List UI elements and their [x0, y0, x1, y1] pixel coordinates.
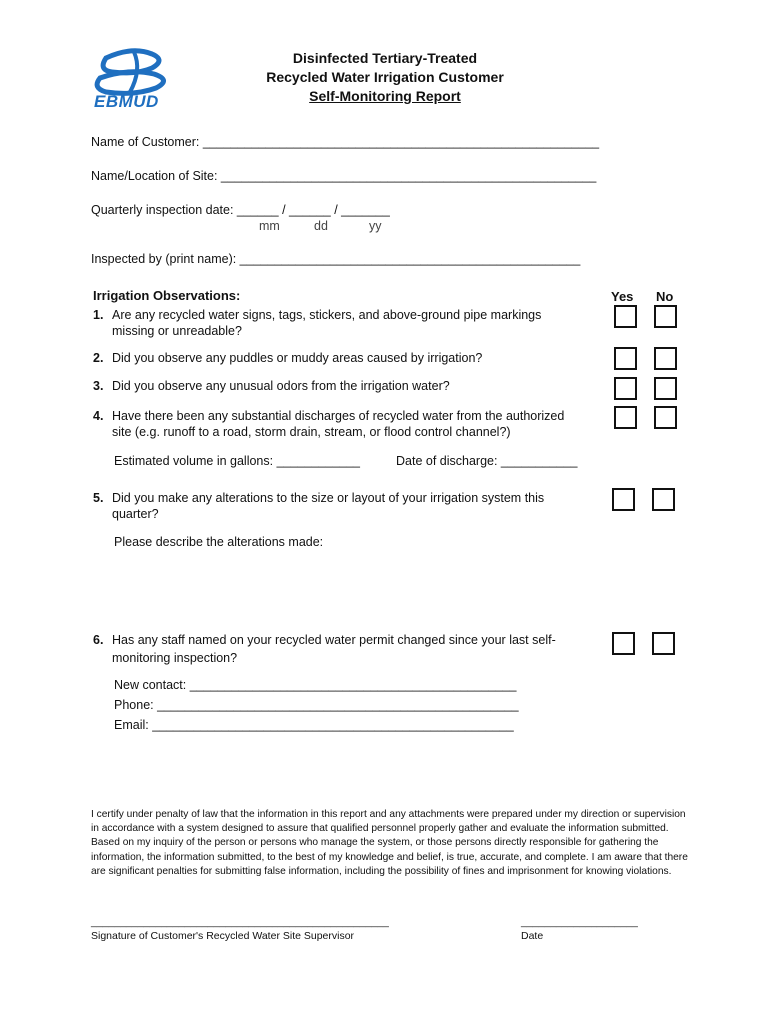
question-4-no-checkbox[interactable]: [654, 406, 677, 429]
question-1-yes-checkbox[interactable]: [614, 305, 637, 328]
discharge-volume-field[interactable]: Estimated volume in gallons: ____________: [114, 454, 361, 468]
question-4-yes-checkbox[interactable]: [614, 406, 637, 429]
ebmud-logo: [92, 48, 172, 112]
question-3-text-line1: Did you observe any unusual odors from the irrigation water?: [112, 379, 450, 393]
date-mm-label: mm: [259, 219, 280, 233]
new-contact-field[interactable]: New contact: _______________________________________________: [114, 678, 517, 692]
question-6-text-line2: monitoring inspection?: [112, 651, 238, 665]
question-5-yes-checkbox[interactable]: [612, 488, 635, 511]
signature-label: Signature of Customer's Recycled Water Site Supervisor: [91, 930, 355, 942]
question-1-text-line1: Are any recycled water signs, tags, stickers, and above-ground pipe markings: [112, 308, 542, 322]
question-6-number: 6.: [93, 633, 104, 647]
date-signature-line[interactable]: ____________________: [521, 916, 638, 928]
question-4-text-line1: Have there been any substantial discharges of recycled water from the authorized: [112, 409, 565, 423]
logo-wordmark: EBMUD: [94, 92, 159, 111]
discharge-date-field[interactable]: Date of discharge: ___________: [396, 454, 578, 468]
phone-field[interactable]: Phone: ____________________________________________________: [114, 698, 519, 712]
question-3-number: 3.: [93, 379, 104, 393]
certification-statement: I certify under penalty of law that the information in this report and any attachments were prepared under my direction or supervision in accordance with a system designed to assure that qualified personnel properly gather and evaluate the information submitted. Based on my inquiry of the person or persons who manage the system, or those persons directly responsible for gathering the information, the information submitted, to the best of my knowledge and belief, is true, accurate, and complete. I am aware that there are significant penalties for submitting false information, including the possibility of fines and imprisonment for knowing violations.: [91, 809, 688, 877]
question-3-no-checkbox[interactable]: [654, 377, 677, 400]
question-2-number: 2.: [93, 351, 104, 365]
question-5-text-line1: Did you make any alterations to the size or layout of your irrigation system this: [112, 491, 545, 505]
question-6-text-line1: Has any staff named on your recycled water permit changed since your last self-: [112, 633, 556, 647]
date-dd-label: dd: [314, 219, 328, 233]
question-3-yes-checkbox[interactable]: [614, 377, 637, 400]
alterations-description-label: Please describe the alterations made:: [114, 535, 324, 549]
question-2-yes-checkbox[interactable]: [614, 347, 637, 370]
report-title-line3: Self-Monitoring Report: [309, 88, 461, 104]
question-6-no-checkbox[interactable]: [652, 632, 675, 655]
question-5-text-line2: quarter?: [112, 507, 159, 521]
customer-name-field[interactable]: Name of Customer: _________________________________________________________: [91, 135, 600, 149]
yes-column-label: Yes: [611, 289, 634, 304]
question-1-number: 1.: [93, 308, 104, 322]
question-5-number: 5.: [93, 491, 104, 505]
no-column-label: No: [656, 289, 674, 304]
date-signature-label: Date: [521, 930, 544, 942]
question-1-text-line2: missing or unreadable?: [112, 324, 242, 338]
question-6-yes-checkbox[interactable]: [612, 632, 635, 655]
question-5-no-checkbox[interactable]: [652, 488, 675, 511]
question-2-text-line1: Did you observe any puddles or muddy areas caused by irrigation?: [112, 351, 483, 365]
report-title-line1: Disinfected Tertiary-Treated: [292, 50, 478, 66]
signature-line[interactable]: ___________________________________________________: [91, 916, 389, 928]
question-4-text-line2: site (e.g. runoff to a road, storm drain, stream, or flood control channel?): [112, 425, 511, 439]
date-yy-label: yy: [369, 219, 382, 233]
observations-heading: Irrigation Observations:: [93, 288, 241, 303]
question-1-no-checkbox[interactable]: [654, 305, 677, 328]
question-4-number: 4.: [93, 409, 104, 423]
email-field[interactable]: Email: ____________________________________________________: [114, 718, 514, 732]
report-title-line2: Recycled Water Irrigation Customer: [266, 69, 504, 85]
inspection-date-field[interactable]: Quarterly inspection date: ______ / ______ / _______: [91, 203, 390, 217]
inspector-name-field[interactable]: Inspected by (print name): _________________________________________________: [91, 252, 581, 266]
question-2-no-checkbox[interactable]: [654, 347, 677, 370]
site-location-field[interactable]: Name/Location of Site: ______________________________________________________: [91, 169, 597, 183]
